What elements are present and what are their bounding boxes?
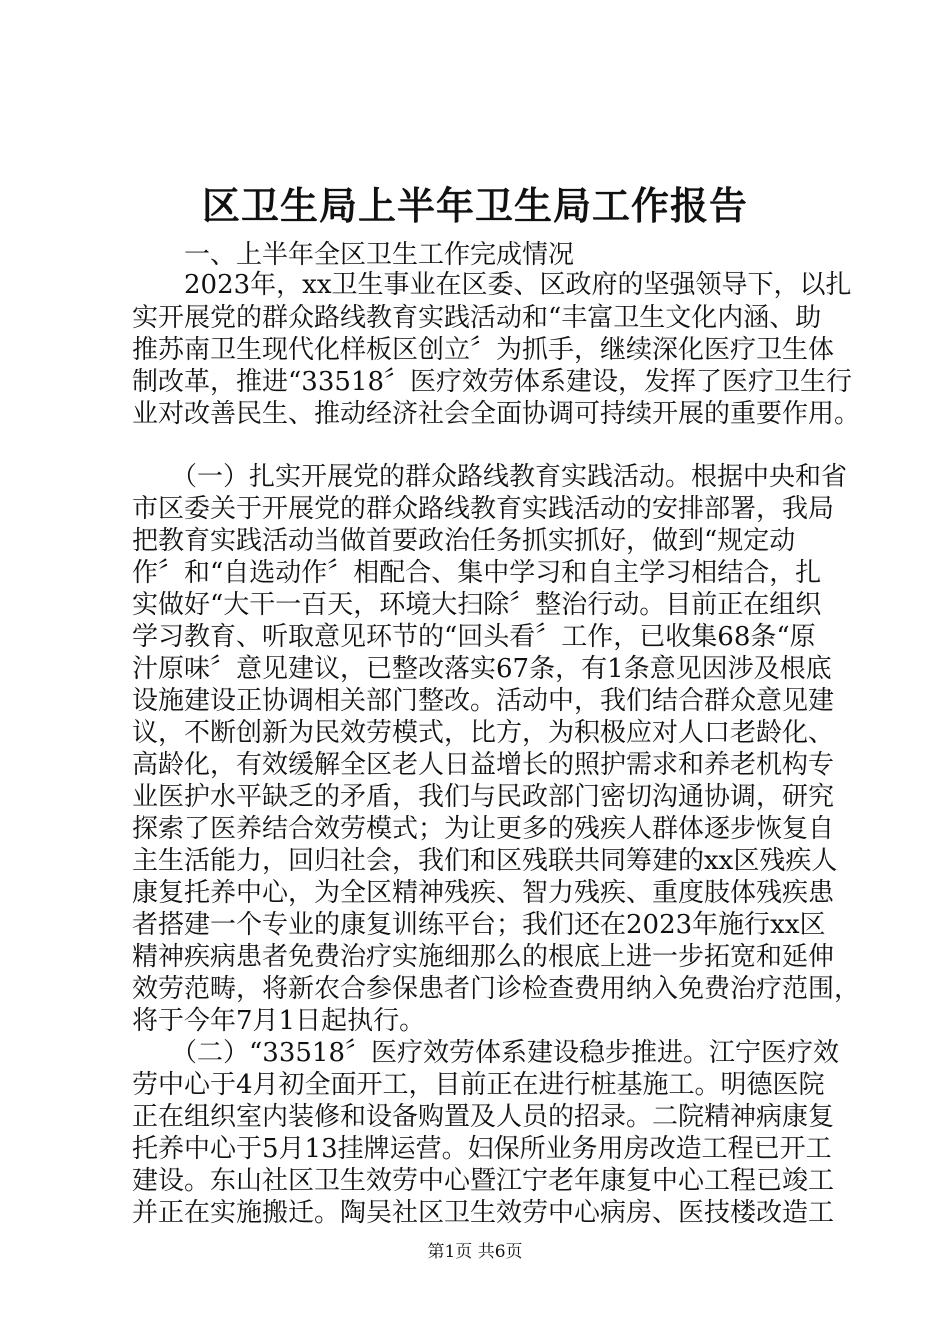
paragraph-line: （一）扎实开展党的群众路线教育实践活动。根据中央和省 <box>132 462 848 492</box>
paragraph-line: 实做好“大干一百天，环境大扫除〞整治行动。目前正在组织 <box>132 590 822 620</box>
paragraph-line: 把教育实践活动当做首要政治任务抓实抓好，做到“规定动 <box>132 526 796 556</box>
paragraph-line: 将于今年7月1日起执行。 <box>132 1006 426 1036</box>
paragraph-line: 正在组织室内装修和设备购置及人员的招录。二院精神病康复 <box>132 1102 835 1132</box>
paragraph-line: 2023年，xx卫生事业在区委、区政府的坚强领导下，以扎 <box>132 270 852 300</box>
paragraph-line: 康复托养中心，为全区精神残疾、智力残疾、重度肢体残疾患 <box>132 878 835 908</box>
paragraph-line: 并正在实施搬迁。陶吴社区卫生效劳中心病房、医技楼改造工 <box>132 1198 835 1228</box>
paragraph-line: 汁原味〞意见建议，已整改落实67条，有1条意见因涉及根底 <box>132 654 832 684</box>
paragraph-line: （二）“33518〞医疗效劳体系建设稳步推进。江宁医疗效 <box>132 1038 840 1068</box>
section-heading: 一、上半年全区卫生工作完成情况 <box>132 240 575 270</box>
paragraph-line: 效劳范畴，将新农合参保患者门诊检查费用纳入免费治疗范围， <box>132 974 861 1004</box>
paragraph-line: 建设。东山社区卫生效劳中心暨江宁老年康复中心工程已竣工 <box>132 1166 835 1196</box>
paragraph-line: 议，不断创新为民效劳模式，比方，为积极应对人口老龄化、 <box>132 718 835 748</box>
paragraph-line: 高龄化，有效缓解全区老人日益增长的照护需求和养老机构专 <box>132 750 835 780</box>
paragraph-line: 劳中心于4月初全面开工，目前正在进行桩基施工。明德医院 <box>132 1070 825 1100</box>
document-title: 区卫生局上半年卫生局工作报告 <box>201 183 748 228</box>
paragraph-line: 推苏南卫生现代化样板区创立〞为抓手，继续深化医疗卫生体 <box>132 335 835 365</box>
paragraph-line: 制改革，推进“33518〞医疗效劳体系建设，发挥了医疗卫生行 <box>132 367 853 397</box>
paragraph-line: 设施建设正协调相关部门整改。活动中，我们结合群众意见建 <box>132 686 835 716</box>
page-number-footer: 第1页 共6页 <box>427 1242 523 1262</box>
paragraph-line: 实开展党的群众路线教育实践活动和“丰富卫生文化内涵、助 <box>132 303 822 333</box>
paragraph-line: 托养中心于5月13挂牌运营。妇保所业务用房改造工程已开工 <box>132 1134 832 1164</box>
paragraph-line: 学习教育、听取意见环节的“回头看〞工作，已收集68条“原 <box>132 622 816 652</box>
paragraph-line: 者搭建一个专业的康复训练平台；我们还在2023年施行xx区 <box>132 910 826 940</box>
paragraph-line: 市区委关于开展党的群众路线教育实践活动的安排部署，我局 <box>132 494 835 524</box>
paragraph-line: 业医护水平缺乏的矛盾，我们与民政部门密切沟通协调，研究 <box>132 782 835 812</box>
paragraph-line: 主生活能力，回归社会，我们和区残联共同筹建的xx区残疾人 <box>132 846 838 876</box>
paragraph-line: 探索了医养结合效劳模式；为让更多的残疾人群体逐步恢复自 <box>132 814 835 844</box>
paragraph-line: 精神疾病患者免费治疗实施细那么的根底上进一步拓宽和延伸 <box>132 942 835 972</box>
paragraph-line: 作〞和“自选动作〞相配合、集中学习和自主学习相结合，扎 <box>132 558 822 588</box>
paragraph-line: 业对改善民生、推动经济社会全面协调可持续开展的重要作用。 <box>132 399 861 429</box>
